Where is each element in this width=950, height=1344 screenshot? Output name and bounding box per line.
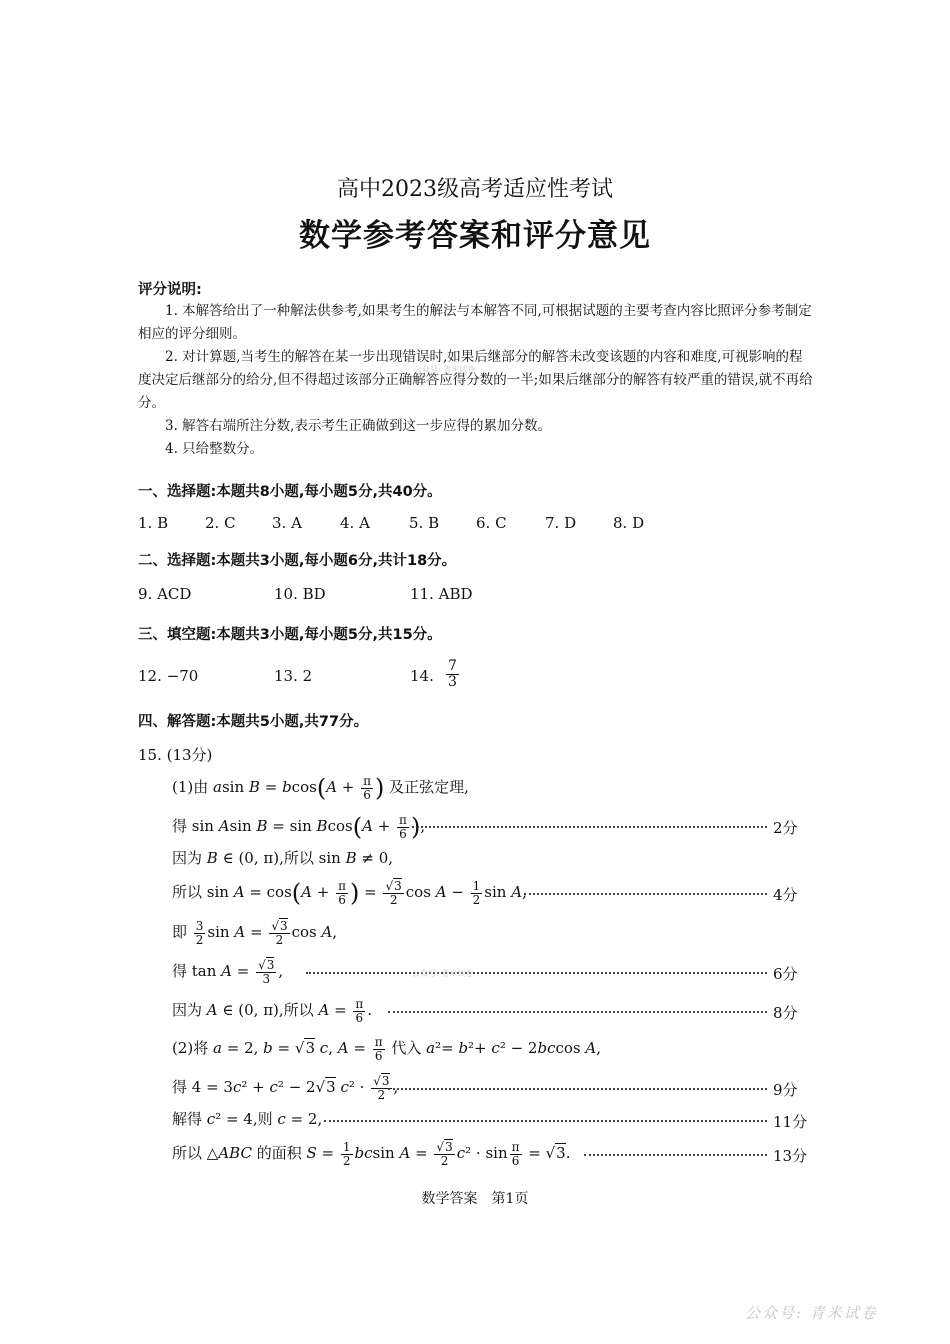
answer-13: 13. 2 bbox=[274, 667, 313, 685]
answer-6: 6. C bbox=[476, 514, 507, 532]
watermark-corner: 公众号: 青米试卷 bbox=[745, 1304, 878, 1322]
question-15-label: 15. (13分) bbox=[138, 746, 213, 764]
answer-9: 9. ACD bbox=[138, 585, 192, 603]
solution-line-5: 即 $\frac{3}{2}$ sin A = $\frac{√3}{2}$ cos A, bbox=[172, 918, 338, 947]
leader-dots-1 bbox=[412, 826, 767, 828]
document-title: 数学参考答案和评分意见 bbox=[299, 218, 651, 254]
watermark-center-2: 公众号: 青米试卷 bbox=[412, 969, 474, 978]
solution-line-3: 因为 B ∈ (0, π),所以 sin B ≠ 0, bbox=[172, 849, 394, 867]
leader-dots-7 bbox=[584, 1154, 767, 1156]
solution-line-4: 所以 sin A = cos(A + $\frac{\pi}{6}$ ) = $\frac{√3}{2}$ cos A − $\frac{1}{2}$ sin A, bbox=[172, 878, 527, 907]
score-11: 11分 bbox=[773, 1113, 808, 1131]
section1-heading: 一、选择题:本题共8小题,每小题5分,共40分。 bbox=[138, 484, 442, 500]
scoring-notes-heading: 评分说明: bbox=[138, 282, 202, 298]
scoring-note-3: 3. 解答右端所注分数,表示考生正确做到这一步应得的累加分数。 bbox=[165, 418, 551, 434]
solution-line-8: (2)将 a = 2, b = √3 c, A = $\frac{\pi}{6}$ 代入 a²= b²+ c² − 2bccos A, bbox=[172, 1034, 602, 1063]
leader-dots-3 bbox=[306, 972, 767, 974]
score-9: 9分 bbox=[773, 1081, 798, 1099]
answer-12: 12. −70 bbox=[138, 667, 199, 685]
answer-10: 10. BD bbox=[274, 585, 326, 603]
answer-14-numerator: 7 bbox=[448, 658, 457, 674]
score-4: 4分 bbox=[773, 886, 798, 904]
page-footer: 数学答案 第1页 bbox=[421, 1191, 529, 1207]
answer-14-fraction bbox=[444, 659, 461, 690]
answer-14-denominator: 3 bbox=[448, 674, 457, 690]
leader-dots-5 bbox=[388, 1088, 767, 1090]
scoring-note-4: 4. 只给整数分。 bbox=[165, 441, 264, 457]
solution-line-6: 得 tan A = $\frac{√3}{3}$ , bbox=[172, 957, 284, 986]
answer-7: 7. D bbox=[545, 514, 577, 532]
score-13: 13分 bbox=[773, 1147, 808, 1165]
leader-dots-6 bbox=[324, 1120, 767, 1122]
solution-line-9: 得 4 = 3c² + c² − 2√3 c² · $\frac{√3}{2}$ , bbox=[172, 1073, 399, 1102]
watermark-center-1: 公众号: 青米试卷 bbox=[414, 365, 476, 374]
answer-1: 1. B bbox=[138, 514, 169, 532]
solution-line-2: 得 sin Asin B = sin Bcos(A + $\frac{\pi}{6}$ ), bbox=[172, 812, 426, 841]
solution-line-1: (1)由 asin B = bcos(A + $\frac{\pi}{6}$ ) 及正弦定理, bbox=[172, 773, 469, 802]
solution-line-11: 所以 △ABC 的面积 S = $\frac{1}{2}$ bcsin A = $\frac{√3}{2}$ c² · sin $\frac{\pi}{6}$ = √3. bbox=[172, 1139, 571, 1168]
answer-14-label: 14. bbox=[410, 667, 434, 685]
scoring-note-1: 1. 本解答给出了一种解法供参考,如果考生的解法与本解答不同,可根据试题的主要考查内容比照评分参考制定相应的评分细则。 bbox=[138, 303, 812, 342]
solution-line-7: 因为 A ∈ (0, π),所以 A = $\frac{\pi}{6}$ . bbox=[172, 996, 373, 1025]
leader-dots-2 bbox=[524, 893, 767, 895]
section2-heading: 二、选择题:本题共3小题,每小题6分,共计18分。 bbox=[138, 553, 457, 569]
answer-11: 11. ABD bbox=[410, 585, 473, 603]
answer-5: 5. B bbox=[409, 514, 440, 532]
score-8: 8分 bbox=[773, 1004, 798, 1022]
scoring-note-2: 2. 对计算题,当考生的解答在某一步出现错误时,如果后继部分的解答未改变该题的内容和难度,可视影响的程度决定后继部分的给分,但不得超过该部分正确解答应得分数的一半;如果后继部分的解答有较严重的错误,就不再给分。 bbox=[138, 349, 813, 411]
score-6: 6分 bbox=[773, 965, 798, 983]
leader-dots-4 bbox=[388, 1011, 767, 1013]
answer-3: 3. A bbox=[272, 514, 302, 532]
answer-4: 4. A bbox=[340, 514, 370, 532]
section3-heading: 三、填空题:本题共3小题,每小题5分,共15分。 bbox=[138, 627, 442, 643]
exam-title: 高中2023级高考适应性考试 bbox=[337, 177, 613, 202]
answer-8: 8. D bbox=[613, 514, 645, 532]
answer-2: 2. C bbox=[205, 514, 236, 532]
scoring-notes bbox=[138, 300, 814, 461]
section4-heading: 四、解答题:本题共5小题,共77分。 bbox=[138, 714, 369, 730]
solution-line-10: 解得 c² = 4,则 c = 2, bbox=[172, 1110, 323, 1128]
score-2: 2分 bbox=[773, 819, 798, 837]
